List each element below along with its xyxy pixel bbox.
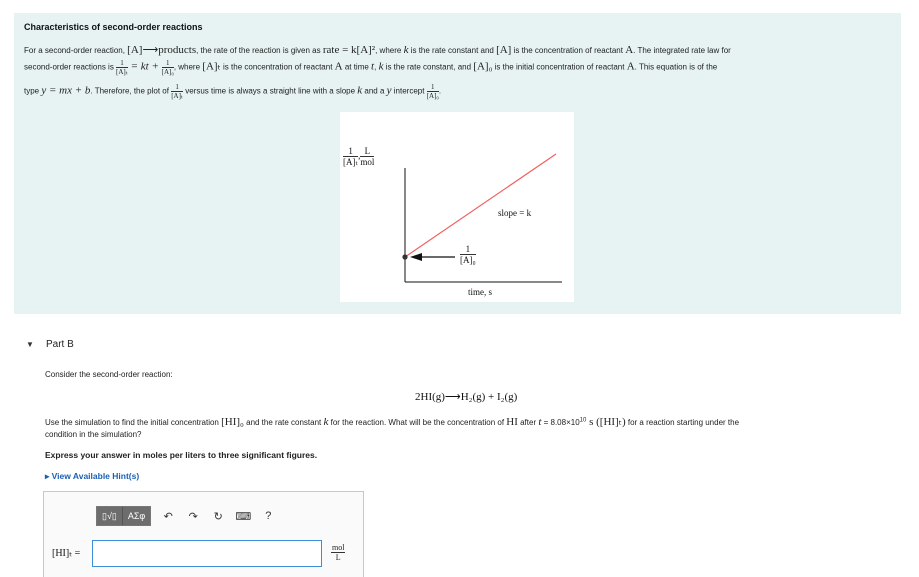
intro-title: Characteristics of second-order reactions (24, 22, 203, 32)
answer-unit: $\frac{\text{mol}}{L}$ (332, 543, 345, 562)
math-toolbar (96, 506, 276, 526)
intro-line-2: second-order reactions is $\frac{1}{\text{[A]ₜ}}$ = kt + $\frac{1}{\text{[A]₀}}$ , where [A]ₜ is the concentration of reactant A at time t, k is the rate constant, and [A]₀ is the initial concentration of reactant A. This equation is of the (24, 59, 718, 76)
templates-button[interactable]: ▯√▯ (97, 507, 123, 525)
consider-text: Consider the second-order reaction: (45, 370, 173, 379)
arrow-head-icon (410, 253, 422, 261)
slope-label: slope = k (498, 208, 532, 218)
reset-icon[interactable]: ↻ (213, 510, 223, 523)
intro-line-3: type y = mx + b. Therefore, the plot of $\frac{1}{\text{[A]ₜ}}$ versus time is always a straight line with a slope k and a y intercept $\frac{1}{\text{[A]₀}}$ . (24, 83, 442, 100)
x-axis-label: time, s (468, 287, 492, 297)
answer-input[interactable] (92, 540, 322, 567)
keyboard-icon[interactable]: ⌨ (235, 510, 252, 523)
fraction: $\frac{1}{\text{[A]ₜ}}$ (171, 83, 183, 100)
question-line-2: condition in the simulation? (45, 430, 142, 439)
part-b-title[interactable]: Part B (46, 339, 74, 350)
redo-icon[interactable]: ↷ (188, 510, 198, 523)
y-axis-label: $\frac{1}{\text{[A]ₜ}}$ , $\frac{L}{\text{mol}}$ (343, 146, 375, 167)
rate-line (405, 154, 556, 257)
intercept-label: $\frac{1}{\text{[A]₀}}$ (460, 244, 476, 265)
view-hints-link[interactable]: ▸ View Available Hint(s) (45, 471, 140, 481)
toolbar-group (96, 506, 151, 526)
answer-label: [HI]ₜ = (52, 548, 81, 559)
fraction: $\frac{1}{\text{[A]ₜ}}$ (116, 59, 128, 76)
help-button[interactable]: ? (265, 510, 272, 522)
intro-line-1: For a second-order reaction, [A]⟶products, the rate of the reaction is given as rate = k[A]², where k is the rate constant and [A] is the concentration of reactant A. The integrated rate law for (24, 44, 731, 56)
graph-svg (340, 112, 574, 302)
fraction: $\frac{1}{\text{[A]₀}}$ (161, 59, 174, 76)
reaction-equation: 2HI(g)⟶H₂(g) + I₂(g) (415, 391, 518, 403)
intercept-point (402, 254, 407, 259)
undo-icon[interactable]: ↶ (163, 510, 173, 523)
question-line-1: Use the simulation to find the initial concentration [HI]₀ and the rate constant k for the reaction. What will be the concentration of HI after $t = 8.08\times 10^{10}$ s ([HI]ₜ) for a reaction starting under the (45, 416, 740, 428)
second-order-graph (340, 112, 574, 302)
fraction: $\frac{1}{\text{[A]₀}}$ (426, 83, 439, 100)
instruction-text: Express your answer in moles per liters to three significant figures. (45, 450, 318, 460)
symbols-button[interactable]: ΑΣφ (127, 511, 146, 521)
collapse-caret-icon[interactable]: ▼ (26, 340, 34, 349)
